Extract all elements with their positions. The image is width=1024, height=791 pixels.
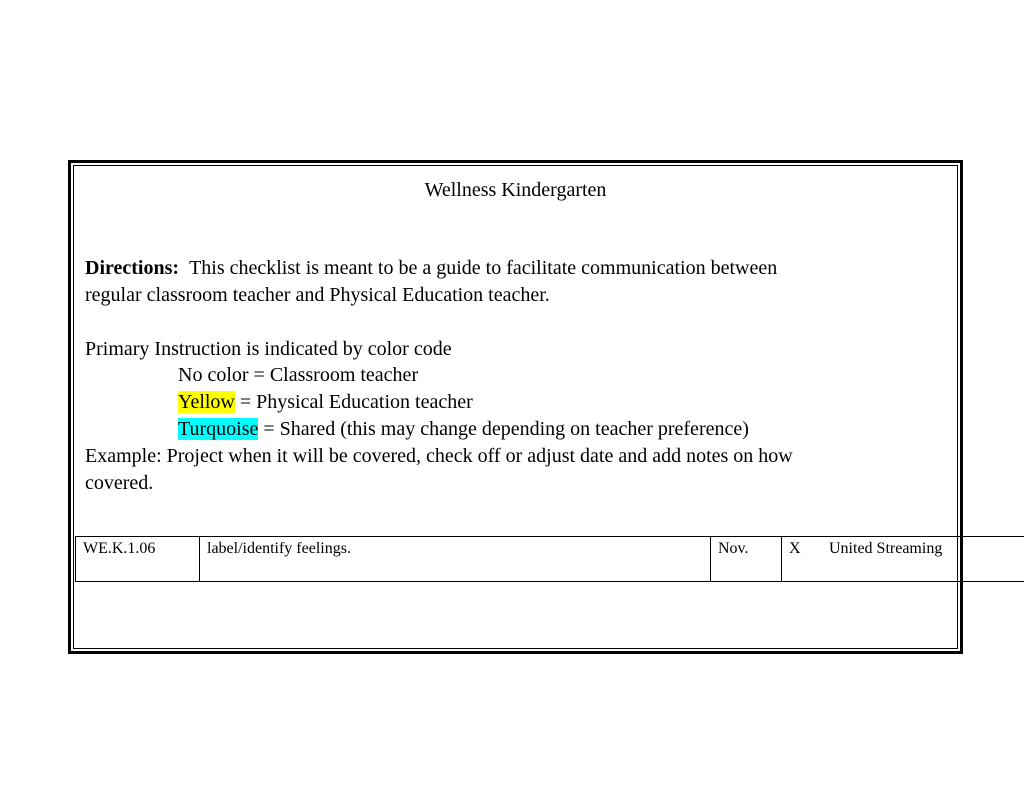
example-line-1: Example: Project when it will be covered, check off or adjust date and add notes on how: [85, 445, 793, 467]
notes-text: United Streaming: [829, 540, 943, 557]
document-title: Wellness Kindergarten: [424, 179, 607, 201]
month-cell: Nov.: [711, 537, 782, 582]
check-mark: X: [789, 540, 801, 557]
directions-label: Directions:: [85, 257, 180, 279]
standard-code-cell: WE.K.1.06: [76, 537, 200, 582]
color-code-none: No color = Classroom teacher: [178, 364, 419, 386]
directions-line-1: [85, 255, 777, 281]
color-code-yellow: [178, 389, 473, 415]
color-code-heading: Primary Instruction is indicated by color code: [85, 338, 452, 360]
checklist-table: [75, 536, 1024, 582]
yellow-meaning: = Physical Education teacher: [234, 391, 473, 413]
table-row: [76, 537, 1024, 582]
directions-line-2: regular classroom teacher and Physical Education teacher.: [85, 284, 550, 306]
turquoise-meaning: = Shared (this may change depending on teacher preference): [258, 418, 749, 440]
directions-text-1: This checklist is meant to be a guide to facilitate communication between: [189, 257, 778, 279]
example-line-2: covered.: [85, 472, 154, 494]
color-code-turquoise: [178, 416, 749, 442]
notes-cell: [782, 537, 1024, 582]
yellow-highlight: Yellow: [178, 391, 235, 413]
turquoise-highlight: Turquoise: [178, 418, 259, 440]
description-cell: label/identify feelings.: [200, 537, 711, 582]
